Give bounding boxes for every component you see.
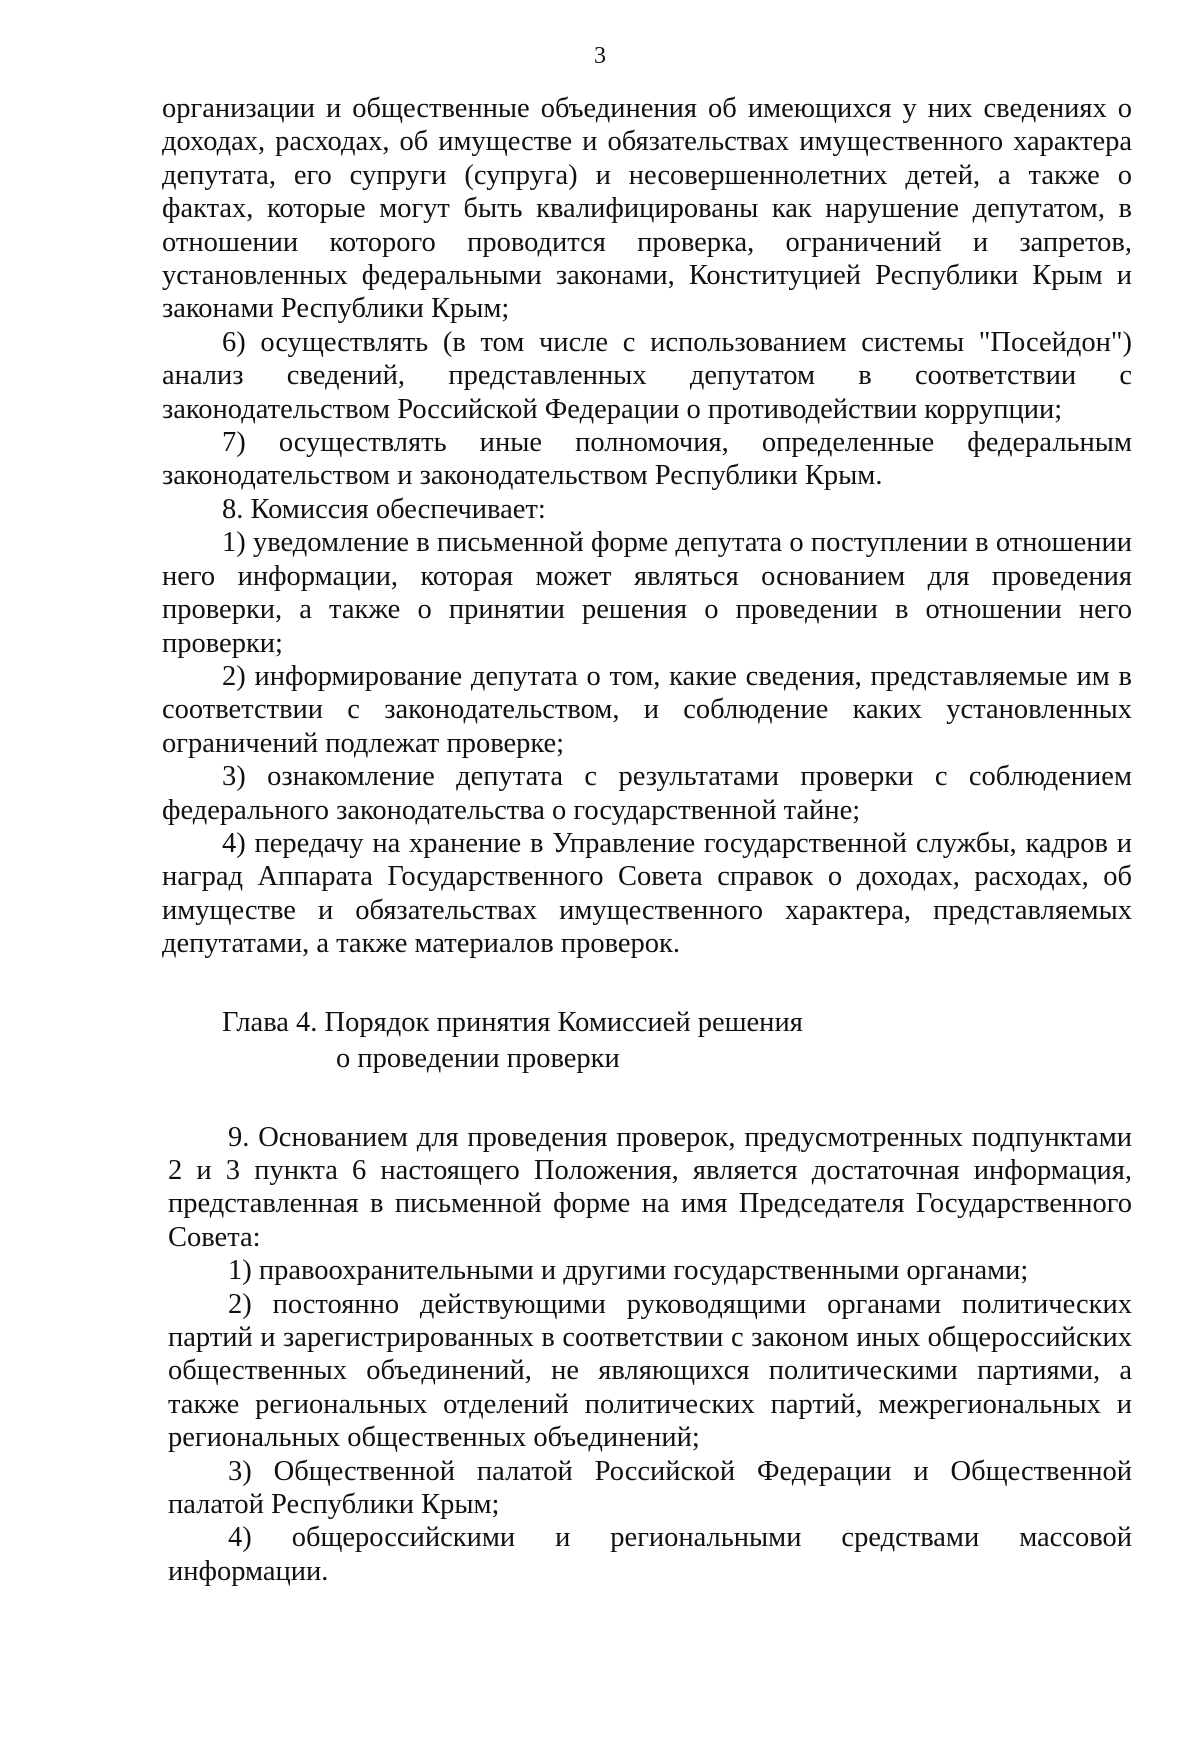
- paragraph-section-8: 8. Комиссия обеспечивает:: [222, 493, 546, 525]
- paragraph-section-8-item-2: 2) информирование депутата о том, какие сведения, представляемые им в соответствии с законодательством, и соблюдение каких установленных ограничений подлежат проверке;: [162, 660, 1132, 759]
- paragraph-item-7: 7) осуществлять иные полномочия, определенные федеральным законодательством и законодательством Республики Крым.: [162, 427, 1132, 492]
- page-number: 3: [594, 43, 606, 69]
- paragraph-section-9-item-1: 1) правоохранительными и другими государственными органами;: [228, 1255, 1029, 1287]
- paragraph-continuation: организации и общественные объединения об имеющихся у них сведениях о доходах, расходах, об имуществе и обязательствах имущественного характера депутата, его супруги (супруга) и несовершеннолетних детей, а также о фактах, которые могут быть квалифицированы как нарушение депутатом, в отношении которого проводится проверка, ограничений и запретов, установленных федеральными законами, Конституцией Республики Крым и законами Республики Крым;: [162, 93, 1132, 325]
- chapter-heading-line2: о проведении проверки: [336, 1042, 620, 1074]
- paragraph-section-8-item-4: 4) передачу на хранение в Управление государственной службы, кадров и наград Аппарата Государственного Совета справок о доходах, расходах, об имуществе и обязательствах имущественного характера, представляемых депутатами, а также материалов проверок.: [162, 827, 1132, 960]
- chapter-heading-line1: Глава 4. Порядок принятия Комиссией решения: [222, 1006, 803, 1038]
- chapter-4-body: [168, 1121, 1132, 1589]
- paragraph-section-9-item-3: 3) Общественной палатой Российской Федерации и Общественной палатой Республики Крым;: [168, 1455, 1132, 1521]
- paragraph-item-6: 6) осуществлять (в том числе с использованием системы "Посейдон") анализ сведений, представленных депутатом в соответствии с законодательством Российской Федерации о противодействии коррупции;: [162, 326, 1132, 425]
- paragraph-section-9-item-4: 4) общероссийскими и региональными средствами массовой информации.: [168, 1522, 1132, 1587]
- paragraph-section-8-item-1: 1) уведомление в письменной форме депутата о поступлении в отношении него информации, которая может являться основанием для проведения проверки, а также о принятии решения о проведении в отношении него проверки;: [162, 527, 1132, 659]
- paragraph-section-9-item-2: 2) постоянно действующими руководящими органами политических партий и зарегистрированных в соответствии с законом иных общероссийских общественных объединений, не являющихся политическими партиями, а также региональных отделений политических партий, межрегиональных и региональных общественных объединений;: [168, 1288, 1132, 1454]
- chapter-heading: [162, 1005, 1132, 1077]
- paragraph-section-8-item-3: 3) ознакомление депутата с результатами проверки с соблюдением федерального законодательства о государственной тайне;: [162, 761, 1132, 826]
- document-body: [162, 92, 1132, 1588]
- paragraph-section-9: 9. Основанием для проведения проверок, предусмотренных подпунктами 2 и 3 пункта 6 настоящего Положения, является достаточная информация, представленная в письменной форме на имя Председателя Государственного Совета:: [168, 1121, 1132, 1253]
